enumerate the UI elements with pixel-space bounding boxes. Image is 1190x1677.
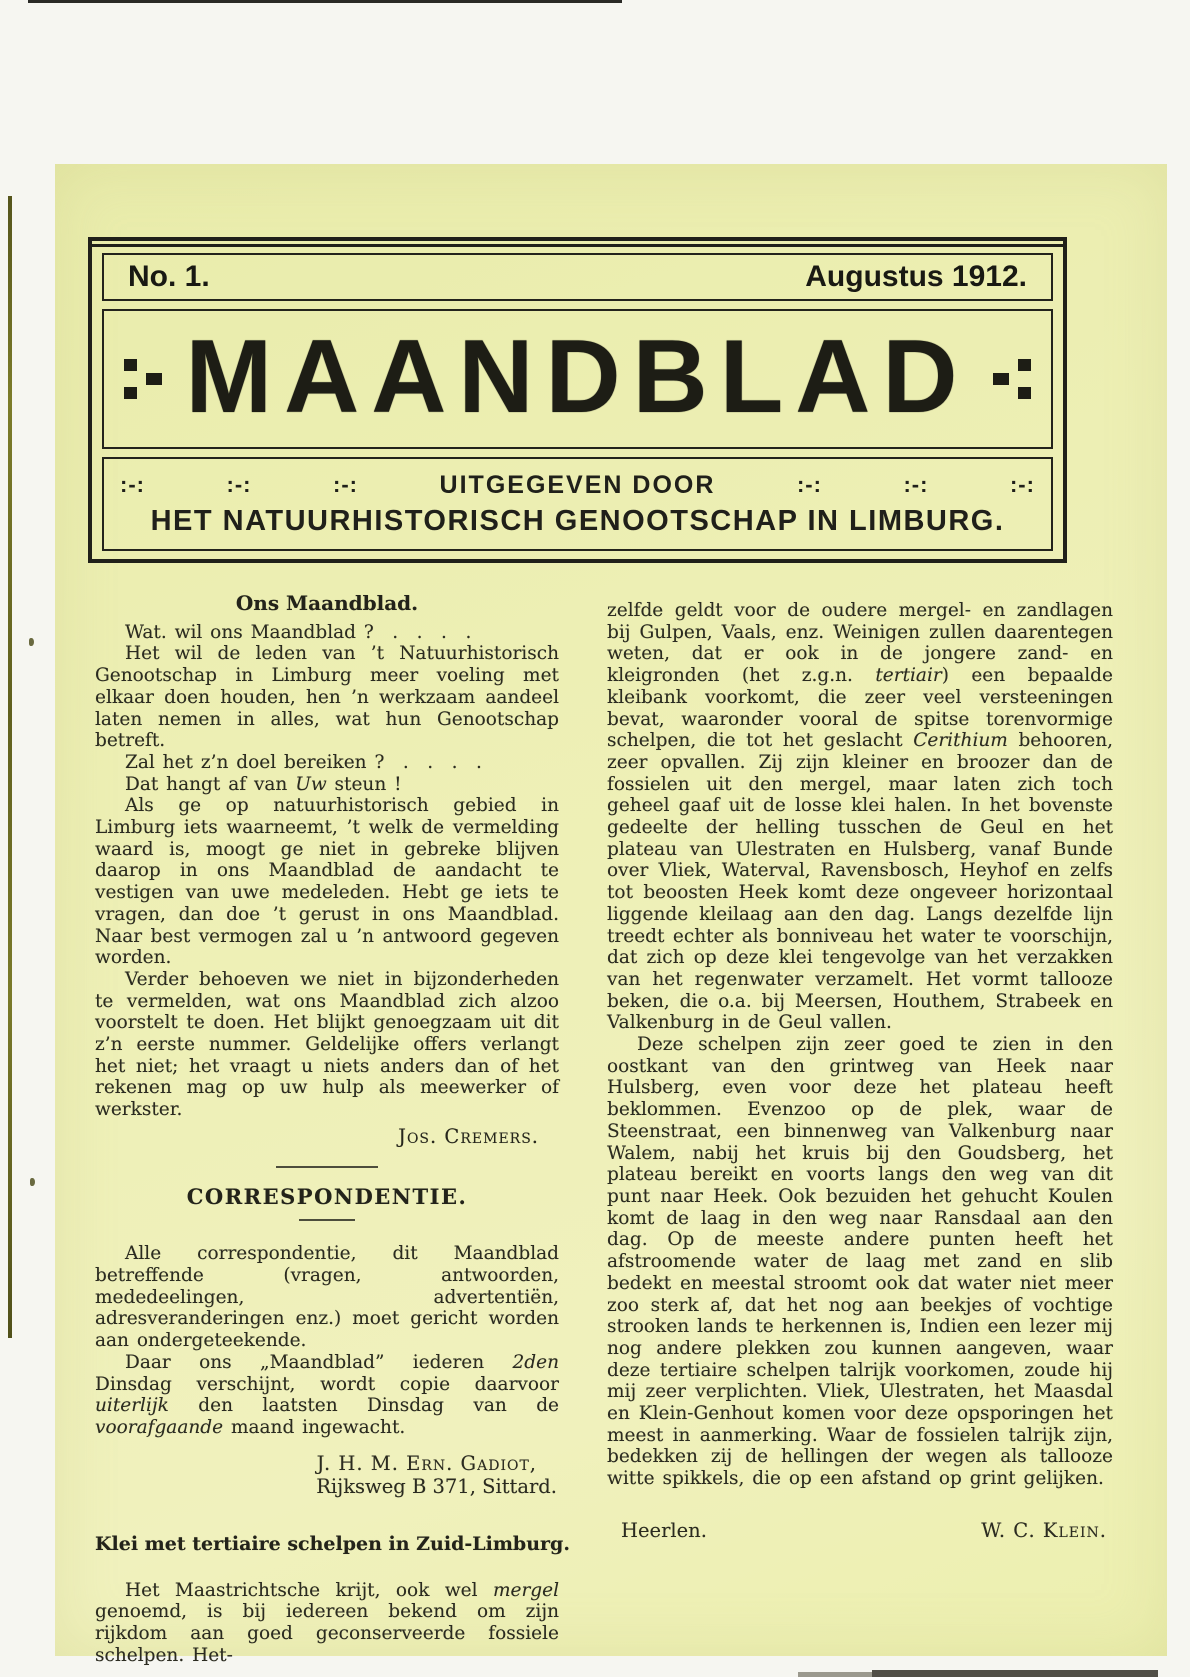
signature-block-gadiot — [95, 1453, 559, 1498]
paragraph: Deze schelpen zijn zeer goed te zien in den oostkant van den grintweg van Heek naar Hulsberg, even voor deze het plateau heeft beklommen. Evenzoo op de plek, waar de Steenstraat, een binnenweg van Valkenburg naar Walem, nabij het kruis bij den Goudsberg, het plateau bereikt en voorts langs den weg van dit punt naar Heek. Ook bezuiden het gehucht Koulen komt de laag in den weg naar Ransdaal aan den dag. Op de meeste andere punten heeft het afstroomende water de laag met zand en slib bedekt en meestal stroomt ook dat water niet meer zoo sterk af, dat het nog aan beekjes of vochtige strooken lands te herkennen is, Indien een lezer mij nog andere plekken zou kunnen aangeven, waar deze tertiaire schelpen talrijk voorkomen, zoude hij mij zeer verplichten. Vliek, Ulestraten, het Maasdal en Klein-Genhout komen voor deze opsporingen het meest in aanmerking. Waar de fossielen talrijk zijn, bedekken zij de hellingen der wegen als tallooze witte spikkels, die op een afstand op grint gelijken. — [607, 1034, 1113, 1490]
signature-name: J. H. M. Ern. Gadiot, — [316, 1451, 537, 1475]
signature-address: Rijksweg B 371, Sittard. — [316, 1475, 557, 1499]
issue-date: Augustus 1912. — [805, 260, 1027, 293]
section-divider — [276, 1166, 378, 1168]
paragraph: Wat. wil ons Maandblad ? . . . . — [125, 621, 472, 643]
scan-speck — [29, 638, 34, 646]
uitgegeven-door-label: UITGEGEVEN DOOR — [439, 470, 716, 499]
left-column — [95, 591, 570, 1667]
colon-dash-colon-mark: :-: — [1009, 472, 1035, 497]
paragraph: Daar ons „Maandblad” iederen 2den Dinsdag verschijnt, wordt copie daarvoor uiterlijk den laatsten Dinsdag van de voorafgaande maand ingewacht. — [95, 1351, 559, 1438]
masthead-frame — [88, 237, 1067, 563]
paragraph: zelfde geldt voor de oudere mergel- en zandlagen bij Gulpen, Vaals, enz. Weinigen zullen daarentegen weten, dat er ook in de jongere zand- en kleigronden (het z.g.n. tertiair) een bepaalde kleibank voorkomt, die zeer veel versteeningen bevat, waaronder vooral de spitse torenvormige schelpen, die tot het geslacht Cerithium behooren, zeer opvallen. Zij zijn kleiner en broozer dan de fossielen uit den mergel, maar laten zich toch geheel gaaf uit de losse klei halen. In het bovenste gedeelte der helling tusschen de Geul en het plateau van Ulestraten en Hulsberg, vanaf Bunde over Vliek, Waterval, Ravensbosch, Heyhof en zelfs tot beoosten Heek komt deze ongeveer horizontaal liggende kleilaag aan den dag. Langs dezelfde lijn treedt echter als bonniveau het water te voorschijn, dat zich op deze klei tengevolge van het verzakken van het regenwater verzamelt. Het vormt tallooze beken, die o.a. bij Meersen, Houthem, Strabeek en Valkenburg in de Geul vallen. — [607, 600, 1114, 1034]
article-body-correspondentie — [95, 1243, 559, 1438]
issue-number: No. 1. — [128, 260, 210, 293]
scan-bottom-edge-mark — [872, 1670, 1158, 1677]
signature-jos-cremers: Jos. Cremers. — [398, 1124, 539, 1148]
paragraph: Het Maastrichtsche krijt, ook wel mergel genoemd, is bij iedereen bekend om zijn rijkdom aan goed geconserveerde fossiele schelpen. Het- — [95, 1579, 559, 1666]
scan-top-edge-line — [28, 0, 622, 3]
footer-author: W. C. Klein. — [981, 1518, 1107, 1542]
paragraph: Als ge op natuurhistorisch gebied in Limburg iets waarneemt, ’t welk de vermelding waard is, moogt ge niet in gebreke blijven daarop in ons Maandblad de aandacht te vestigen van uwe medeleden. Hebt ge iets te vragen, dan doe ’t gerust in ons Maandblad. Naar best vermogen zal u ’n antwoord gegeven worden. — [95, 795, 559, 969]
title-box — [102, 309, 1053, 449]
colon-dash-colon-mark: :-: — [226, 472, 252, 497]
colon-dash-colon-mark: :-: — [120, 472, 145, 497]
paper-sheet — [55, 164, 1167, 1666]
colon-dash-colon-mark: :-: — [903, 472, 929, 497]
paragraph: Alle correspondentie, dit Maandblad betreffende (vragen, antwoorden, mededeelingen, advertentiën, adresveranderingen enz.) moet gericht worden aan ondergeteekende. — [95, 1243, 559, 1352]
publisher-box — [102, 457, 1053, 551]
footer-place: Heerlen. — [621, 1518, 707, 1542]
colon-dash-mark-icon — [124, 359, 162, 399]
colon-dash-colon-mark: :-: — [333, 472, 359, 497]
dash-colon-mark-icon — [993, 359, 1031, 399]
article-footer — [607, 1520, 1113, 1542]
issue-date-row — [102, 253, 1053, 301]
scan-bottom-edge-mark — [798, 1672, 872, 1677]
article-body-continuation — [607, 600, 1113, 1490]
paragraph: Verder behoeven we niet in bijzonderheden te vermelden, wat ons Maandblad zich alzoo voorstelt te doen. Het blijkt genoegzaam uit dit z’n eerste nummer. Geldelijke offers verlangt het niet; het vraagt u niets anders dan of het rekenen mag op uw hulp als meewerker of werkster. — [95, 968, 559, 1121]
paragraph: Het wil de leden van ’t Natuurhistorisch Genootschap in Limburg meer voeling met elkaar doen houden, hen ’n werkzaam aandeel laten nemen in alles, wat hun Genootschap betreft. — [95, 643, 559, 752]
heading-underline — [299, 1219, 355, 1221]
paragraph: Dat hangt af van Uw steun ! — [125, 773, 402, 795]
right-column — [607, 600, 1113, 1542]
publisher-line-1 — [120, 471, 1035, 500]
article-body-klei — [95, 1580, 559, 1667]
scan-left-edge-line — [8, 196, 12, 1338]
article-heading-klei: Klei met tertiaire schelpen in Zuid-Limburg. — [95, 1533, 570, 1556]
paragraph: Zal het z’n doel bereiken ? . . . . — [125, 751, 482, 773]
scan-speck — [30, 1178, 35, 1186]
publisher-name: HET NATUURHISTORISCH GENOOTSCHAP IN LIMBURG. — [150, 504, 1005, 537]
masthead-title: MAANDBLAD — [185, 319, 970, 435]
article-body-ons-maandblad — [95, 622, 559, 1121]
article-heading-correspondentie: CORRESPONDENTIE. — [186, 1183, 468, 1209]
article-heading-ons-maandblad: Ons Maandblad. — [235, 591, 419, 615]
colon-dash-colon-mark: :-: — [796, 472, 822, 497]
